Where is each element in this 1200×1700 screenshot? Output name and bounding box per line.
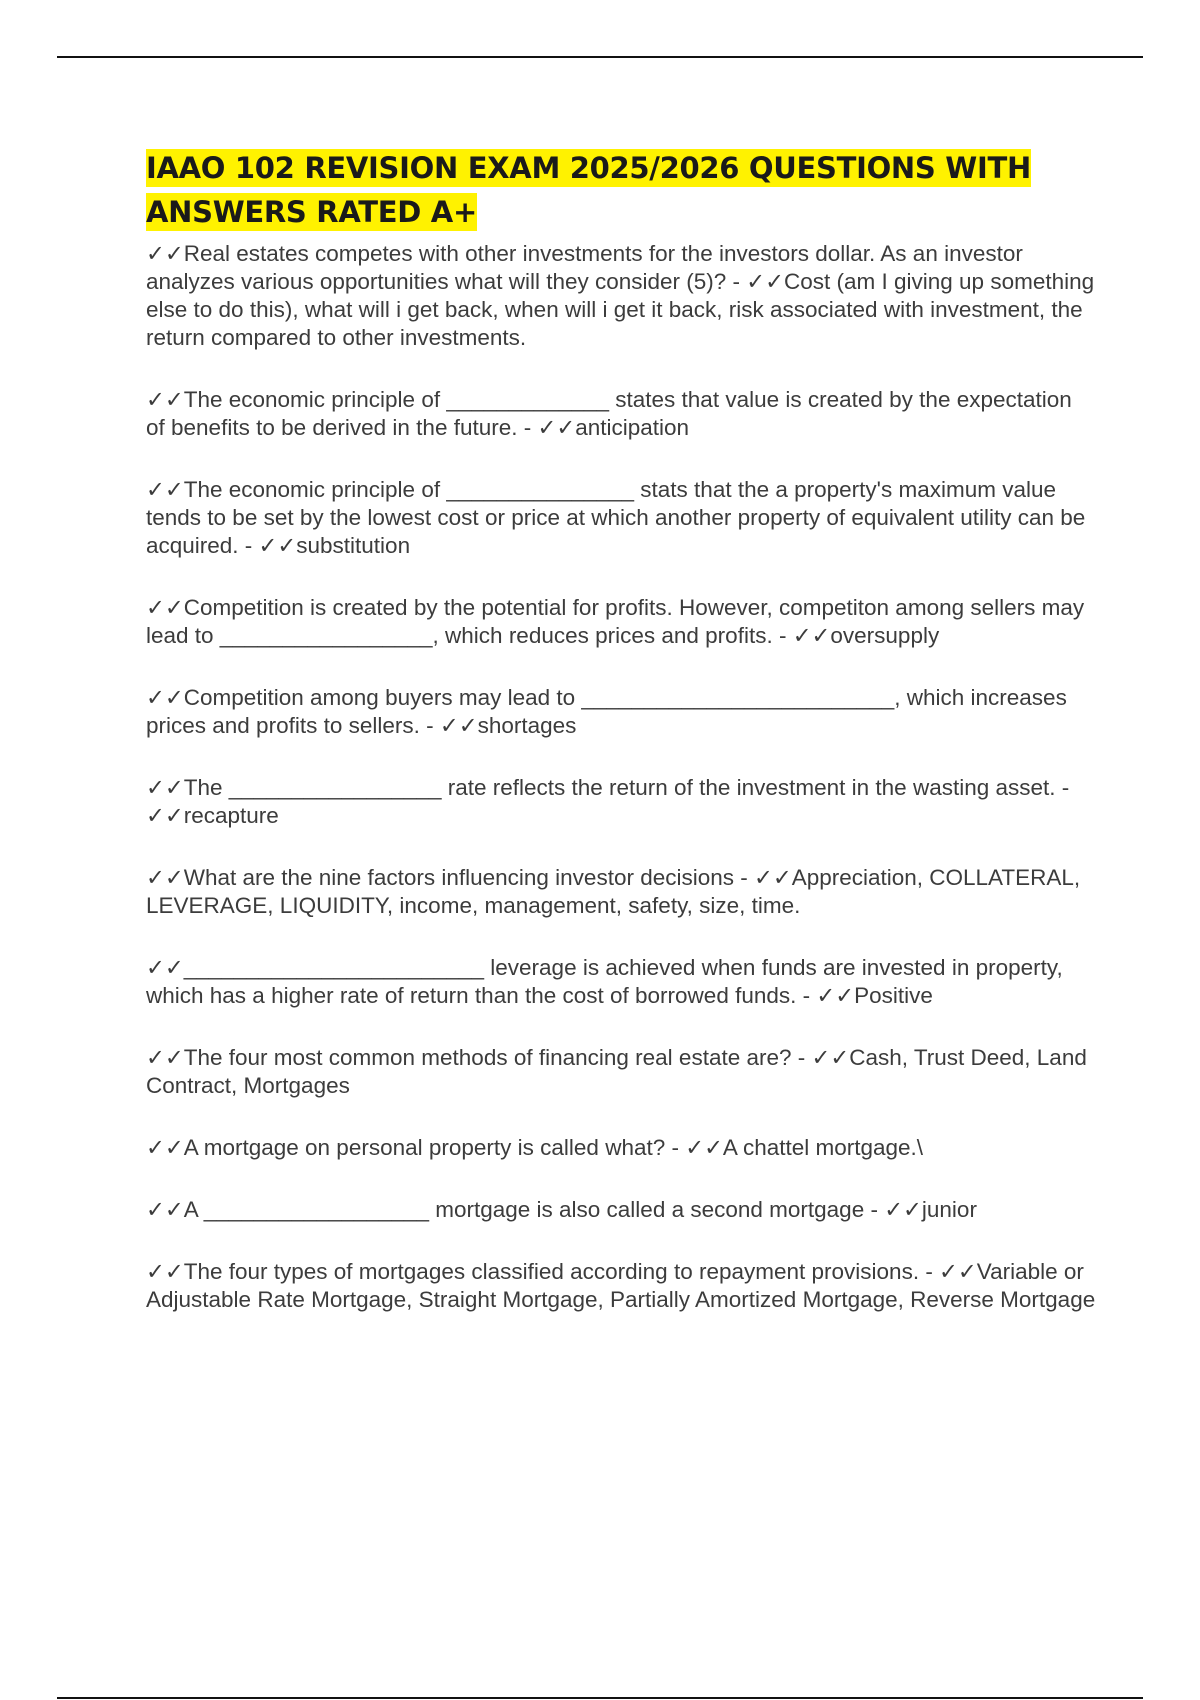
document-title [146, 146, 1096, 234]
qa-item: ✓✓Competition is created by the potential for profits. However, competiton among sellers may lead to _________________, which reduces prices and profits. - ✓✓oversupply [146, 595, 1085, 648]
qa-item: ✓✓A mortgage on personal property is called what? - ✓✓A chattel mortgage.\ [146, 1135, 924, 1160]
qa-item: ✓✓Real estates competes with other investments for the investors dollar. As an investor analyzes various opportunities what will they consider (5)? - ✓✓Cost (am I giving up something else to do this), what will i get back, when will i get it back, risk associated with investment, the return compared to other investments. [146, 241, 1095, 350]
qa-item: ✓✓Competition among buyers may lead to _________________________, which increases prices and profits to sellers. - ✓✓shortages [146, 685, 1067, 738]
qa-item: ✓✓A __________________ mortgage is also called a second mortgage - ✓✓junior [146, 1197, 977, 1222]
top-rule [57, 56, 1143, 58]
document-page [146, 146, 1096, 1348]
qa-item: ✓✓The four most common methods of financing real estate are? - ✓✓Cash, Trust Deed, Land Contract, Mortgages [146, 1045, 1087, 1098]
qa-item: ✓✓The economic principle of _______________ stats that the a property's maximum value tends to be set by the lowest cost or price at which another property of equivalent utility can be acquired. - ✓✓substitution [146, 477, 1086, 558]
qa-item: ✓✓The four types of mortgages classified according to repayment provisions. - ✓✓Variable or Adjustable Rate Mortgage, Straight Mortgage, Partially Amortized Mortgage, Reverse Mortgage [146, 1259, 1096, 1312]
qa-item: ✓✓What are the nine factors influencing investor decisions - ✓✓Appreciation, COLLATERAL, LEVERAGE, LIQUIDITY, income, management, safety, size, time. [146, 865, 1081, 918]
qa-list [146, 240, 1096, 1314]
qa-item: ✓✓________________________ leverage is achieved when funds are invested in property, which has a higher rate of return than the cost of borrowed funds. - ✓✓Positive [146, 955, 1063, 1008]
qa-item: ✓✓The _________________ rate reflects the return of the investment in the wasting asset. - ✓✓recapture [146, 775, 1070, 828]
qa-item: ✓✓The economic principle of _____________ states that value is created by the expectation of benefits to be derived in the future. - ✓✓anticipation [146, 387, 1072, 440]
bottom-rule [57, 1697, 1143, 1699]
document-title-text: IAAO 102 REVISION EXAM 2025/2026 QUESTIONS WITH ANSWERS RATED A+ [146, 151, 1031, 229]
